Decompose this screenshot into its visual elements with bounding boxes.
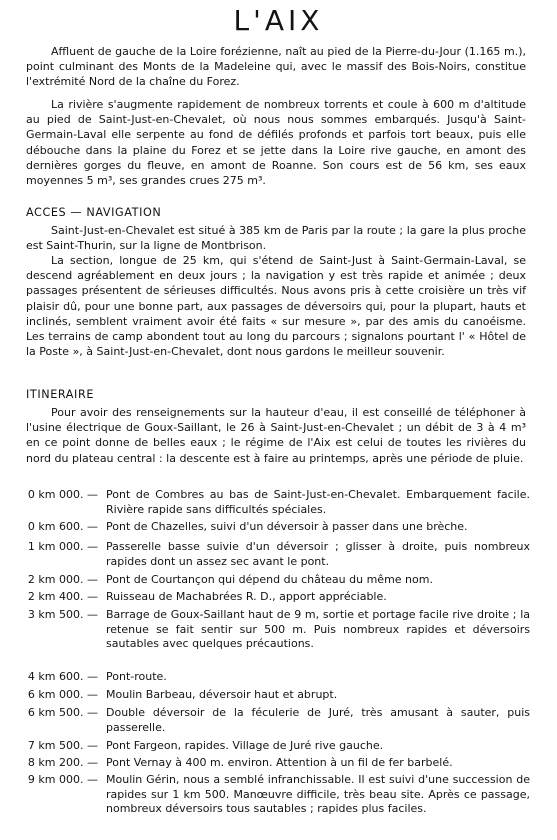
entry-distance: 0 km 600. — xyxy=(27,520,98,533)
itinerary-entry xyxy=(10,540,530,569)
page-title: L'AIX xyxy=(233,4,324,37)
itinerary-entry xyxy=(10,590,530,605)
entry-description: Pont de Courtançon qui dépend du château du même nom. xyxy=(106,573,433,586)
itinerary-entry xyxy=(10,739,530,754)
intro-paragraph-1: Affluent de gauche de la Loire forézienne, naît au pied de la Pierre-du-Jour (1.165 m.), point culminant des Monts de la Madeleine qui, avec le massif des Bois-Noirs, constitue l'extrémité Nord de la chaîne du Forez. xyxy=(26,45,526,89)
entry-distance: 0 km 000. — xyxy=(27,488,98,501)
entry-distance: 9 km 000. — xyxy=(27,773,98,786)
entry-description: Moulin Barbeau, déversoir haut et abrupt. xyxy=(106,688,338,701)
entry-description: Moulin Gérin, nous a semblé infranchissable. Il est suivi d'une succession de rapides sur 1 km 500. Manœuvre difficile, très beau site. Après ce passage, nombreux déversoirs tous sautables ; rapides plus faciles. xyxy=(106,773,530,816)
itinerary-entry xyxy=(10,670,530,685)
itinerary-entry xyxy=(10,773,530,817)
entry-distance: 2 km 000. — xyxy=(27,573,98,586)
entry-description: Pont Fargeon, rapides. Village de Juré rive gauche. xyxy=(106,739,384,752)
itinerary-entry xyxy=(10,520,530,535)
entry-distance: 7 km 500. — xyxy=(27,739,98,752)
entry-distance: 2 km 400. — xyxy=(27,590,98,603)
itinerary-entry xyxy=(10,608,530,652)
entry-description: Pont Vernay à 400 m. environ. Attention à un fil de fer barbelé. xyxy=(106,756,453,769)
itinerary-entry xyxy=(10,573,530,588)
section-heading-itineraire: ITINERAIRE xyxy=(26,388,94,401)
entry-distance: 4 km 600. — xyxy=(27,670,98,683)
entry-description: Ruisseau de Machabrées R. D., apport appréciable. xyxy=(106,590,387,603)
entry-description: Barrage de Goux-Saillant haut de 9 m, sortie et portage facile rive droite ; la retenue se fait sentir sur 500 m. Puis nombreux rapides et déversoirs sautables avec quelques précautions. xyxy=(106,608,530,651)
section-heading-acces: ACCES — NAVIGATION xyxy=(26,206,162,219)
entry-distance: 6 km 500. — xyxy=(27,706,98,719)
entry-description: Pont-route. xyxy=(106,670,167,683)
intro-paragraph-2: La rivière s'augmente rapidement de nombreux torrents et coule à 600 m d'altitude au pied de Saint-Just-en-Chevalet, où nous nous sommes embarqués. Jusqu'à Saint-Germain-Laval elle serpente au fond de défilés profonds et parfois tort beaux, puis elle débouche dans la plaine du Forez et se jette dans la Loire rive gauche, en amont des dernières gorges du fleuve, en amont de Roanne. Son cours est de 56 km, ses eaux moyennes 5 m³, ses grandes crues 275 m³. xyxy=(26,98,526,188)
acces-paragraph-1: Saint-Just-en-Chevalet est situé à 385 km de Paris par la route ; la gare la plus proche est Saint-Thurin, sur la ligne de Montbrison. xyxy=(26,224,526,253)
itinerary-entry xyxy=(10,706,530,735)
entry-description: Pont de Chazelles, suivi d'un déversoir à passer dans une brèche. xyxy=(106,520,468,533)
itinerary-entry xyxy=(10,688,530,703)
acces-paragraph-2: La section, longue de 25 km, qui s'étend de Saint-Just à Saint-Germain-Laval, se descend agréablement en deux jours ; la navigation y est très rapide et animée ; deux passages présentent de sérieuses difficultés. Nous avons pris à cette croisière un très vif plaisir dû, pour une bonne part, aux passages de déversoirs qui, pour la plupart, hauts et inclinés, semblent vraiment avoir été faits « sur mesure », par des amis du canoéisme. Les terrains de camp abondent tout au long du parcours ; signalons pourtant l' « Hôtel de la Poste », à Saint-Just-en-Chevalet, dont nous gardons le meilleur souvenir. xyxy=(26,254,526,359)
entry-description: Passerelle basse suivie d'un déversoir ; glisser à droite, puis nombreux rapides dont un assez sec avant le pont. xyxy=(106,540,530,568)
entry-distance: 6 km 000. — xyxy=(27,688,98,701)
entry-distance: 3 km 500. — xyxy=(27,608,98,621)
itinerary-entry xyxy=(10,756,530,771)
itineraire-paragraph-1: Pour avoir des renseignements sur la hauteur d'eau, il est conseillé de téléphoner à l'usine électrique de Goux-Saillant, le 26 à Saint-Just-en-Chevalet ; un débit de 3 à 4 m³ en ce point donne de belles eaux ; le régime de l'Aix est celui de toutes les rivières du nord du plateau central : la descente est à faire au printemps, après une période de pluie. xyxy=(26,406,526,465)
itinerary-entry xyxy=(10,488,530,517)
entry-description: Pont de Combres au bas de Saint-Just-en-Chevalet. Embarquement facile. Rivière rapide sans difficultés spéciales. xyxy=(106,488,530,516)
entry-distance: 1 km 000. — xyxy=(27,540,98,553)
entry-distance: 8 km 200. — xyxy=(27,756,98,769)
entry-description: Double déversoir de la féculerie de Juré, très amusant à sauter, puis passerelle. xyxy=(106,706,530,734)
